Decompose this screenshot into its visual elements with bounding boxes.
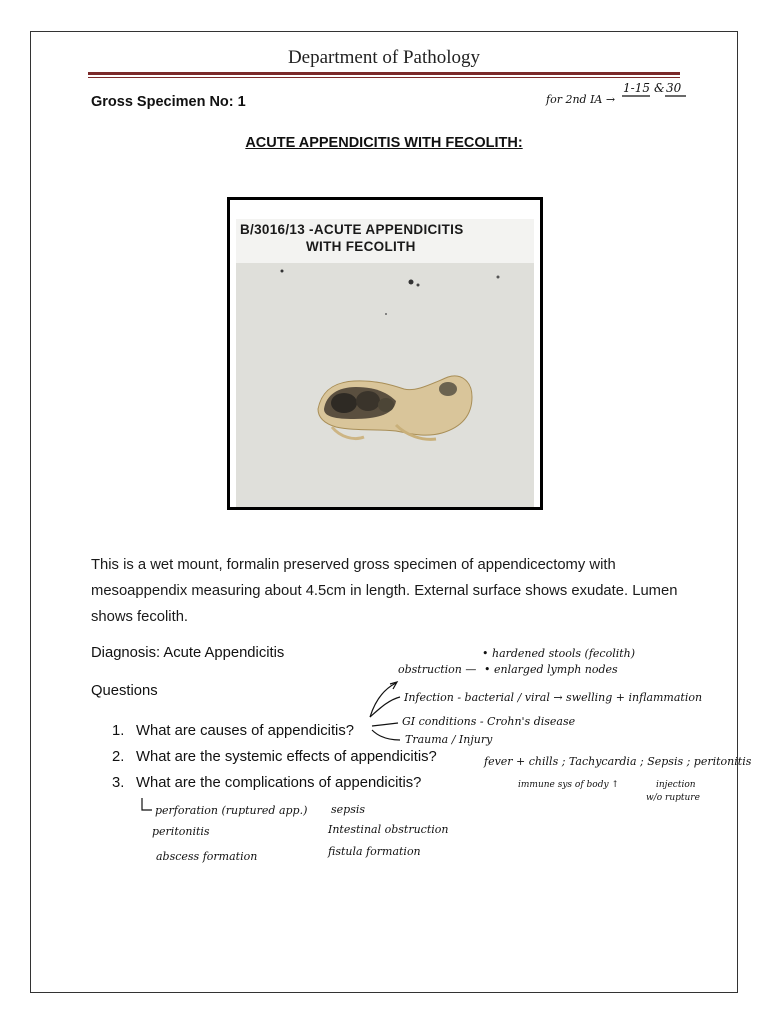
header-rule — [88, 72, 680, 75]
handwritten-hardened: • hardened stools (fecolith) — [482, 647, 636, 660]
handwritten-amp: & — [654, 81, 665, 95]
handwritten-no-rupture: w/o rupture — [646, 793, 700, 803]
specimen-photo — [236, 219, 534, 507]
handwritten-intestinal: Intestinal obstruction — [328, 823, 449, 836]
handwritten-ia-note: for 2nd IA → — [546, 93, 616, 106]
question-number: 3. — [112, 775, 125, 791]
handwritten-peritonitis: peritonitis — [152, 825, 210, 838]
question-text: What are the systemic effects of appendicitis? — [136, 749, 437, 765]
diagnosis: Diagnosis: Acute Appendicitis — [91, 645, 285, 661]
handwritten-range-a: 1-15 — [623, 81, 650, 95]
specimen-number: Gross Specimen No: 1 — [91, 94, 246, 110]
question-text: What are the complications of appendicitis? — [136, 775, 422, 791]
question-item — [112, 744, 437, 770]
question-item — [112, 770, 437, 796]
specimen-label — [236, 219, 534, 263]
handwritten-systemic: fever + chills ; Tachycardia ; Sepsis ; peritonitis — [484, 755, 752, 768]
handwritten-fistula: fistula formation — [328, 845, 421, 858]
header-rule-thin — [88, 77, 680, 78]
specimen-title: ACUTE APPENDICITIS WITH FECOLITH: — [245, 135, 523, 151]
handwritten-obstruction: obstruction — — [398, 663, 477, 676]
question-item — [112, 718, 437, 744]
handwritten-range-b: 30 — [666, 81, 682, 95]
specimen-label-line2: WITH FECOLITH — [306, 239, 416, 254]
page-frame — [30, 31, 738, 993]
handwritten-injection: injection — [656, 780, 696, 790]
specimen-photo-frame — [227, 197, 543, 510]
handwritten-enlarged: • enlarged lymph nodes — [484, 663, 618, 676]
handwritten-trauma: Trauma / Injury — [405, 733, 493, 746]
handwritten-gi: GI conditions - Crohn's disease — [402, 715, 576, 728]
handwritten-abscess: abscess formation — [156, 850, 258, 863]
handwritten-immune: immune sys of body ↑ — [518, 780, 619, 790]
question-number: 2. — [112, 749, 125, 765]
handwritten-infection: Infection - bacterial / viral → swelling + inflammation — [404, 691, 703, 704]
question-text: What are causes of appendicitis? — [136, 723, 354, 739]
questions-list — [112, 718, 437, 796]
specimen-description: This is a wet mount, formalin preserved gross specimen of appendicectomy with mesoappendix measuring about 4.5cm in length. External surface shows exudate. Lumen shows fecolith. — [91, 557, 678, 625]
specimen-label-line1: B/3016/13 -ACUTE APPENDICITIS — [240, 222, 464, 237]
handwritten-sepsis: sepsis — [331, 803, 366, 816]
question-number: 1. — [112, 723, 125, 739]
questions-heading: Questions — [91, 683, 158, 699]
department-header: Department of Pathology — [287, 47, 481, 68]
handwritten-perforation: perforation (ruptured app.) — [155, 804, 308, 817]
